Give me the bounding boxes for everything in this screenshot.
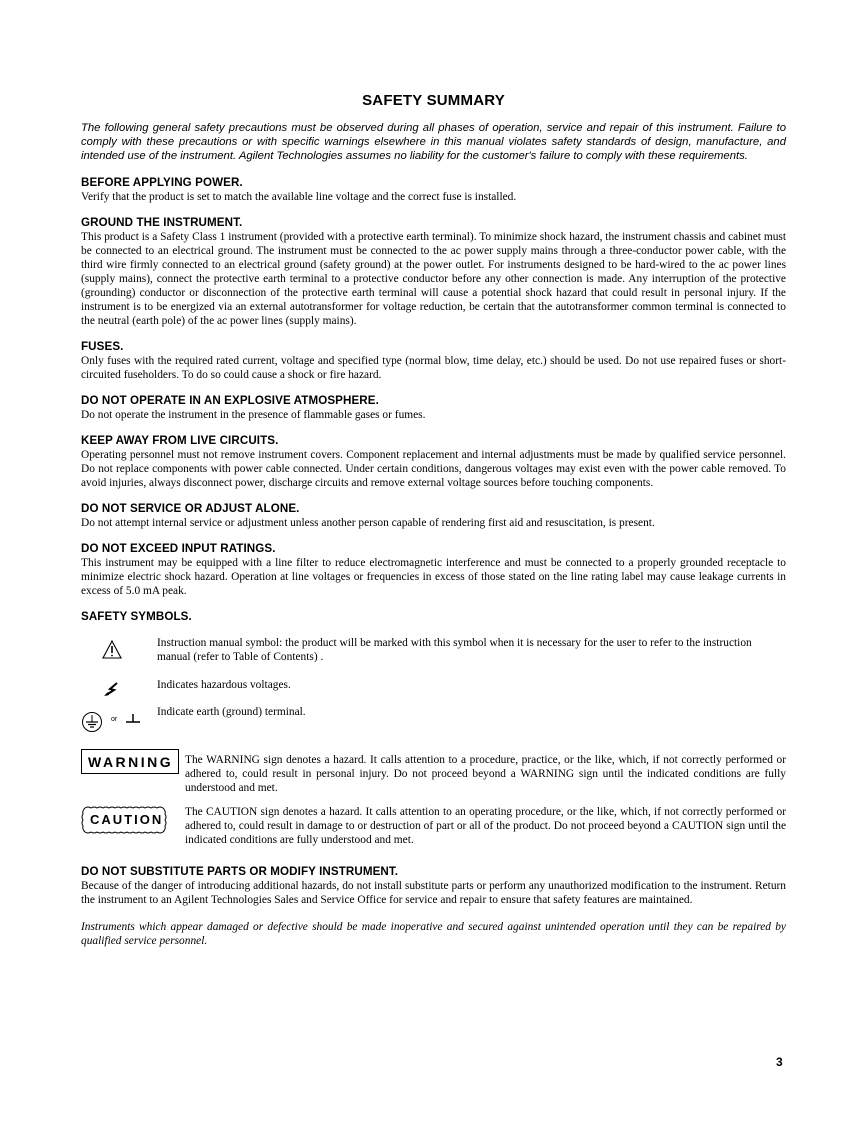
warning-badge: WARNING [81, 749, 179, 774]
section-explosive-atmosphere [81, 394, 786, 422]
section-text: Verify that the product is set to match the available line voltage and the correct fuse is installed. [81, 191, 517, 203]
chassis-ground-icon [125, 712, 141, 731]
document-page [81, 92, 786, 948]
section-heading: DO NOT SUBSTITUTE PARTS OR MODIFY INSTRUMENT. [81, 865, 399, 878]
symbol-description: Instruction manual symbol: the product will be marked with this symbol when it is necessary for the user to refer to the instruction manual (refer to Table of Contents) . [157, 637, 752, 663]
closing-note: Instruments which appear damaged or defective should be made inoperative and secured against unintended operation until they can be repaired by qualified service personnel. [81, 921, 786, 947]
section-text: Only fuses with the required rated current, voltage and specified type (normal blow, time delay, etc.) should be used. Do not use repaired fuses or short-circuited fuseholders. To do so could cause a shock or fire hazard. [81, 355, 786, 381]
section-text: Do not attempt internal service or adjustment unless another person capable of rendering first aid and resuscitation, is present. [81, 517, 655, 529]
section-heading: BEFORE APPLYING POWER. [81, 176, 243, 189]
section-text: Operating personnel must not remove instrument covers. Component replacement and internal adjustments must be made by qualified service personnel. Do not replace components with power cable connected. Under certain conditions, dangerous voltages may exist even with the power cable removed. To avoid injuries, always disconnect power, discharge circuits and remove external voltage sources before touching components. [81, 449, 786, 489]
symbol-description: Indicate earth (ground) terminal. [157, 706, 306, 718]
symbol-list [81, 636, 786, 741]
symbol-row [81, 705, 786, 741]
symbol-row [81, 636, 786, 678]
section-text: Because of the danger of introducing additional hazards, do not install substitute parts or perform any unauthorized modification to the instrument. Return the instrument to an Agilent Technologies Sales and Service Office for service and repair to ensure that safety features are maintained. [81, 880, 786, 906]
section-text: This instrument may be equipped with a line filter to reduce electromagnetic interference and must be connected to a properly grounded receptacle to minimize electric shock hazard. Operation at line voltages or frequencies in excess of those stated on the line rating label may cause leakage currents in excess of 5.0 mA peak. [81, 557, 786, 597]
caution-triangle-icon [102, 640, 122, 664]
warning-text: The WARNING sign denotes a hazard. It calls attention to a procedure, practice, or the like, which, if not correctly performed or adhered to, could result in personal injury. Do not proceed beyond a WARNING sign until the indicated conditions are fully understood and met. [185, 754, 786, 794]
section-heading: DO NOT EXCEED INPUT RATINGS. [81, 542, 276, 555]
section-fuses [81, 340, 786, 382]
or-label: or [111, 716, 118, 723]
caution-badge: CAUTION [90, 812, 164, 827]
symbol-description: Indicates hazardous voltages. [157, 679, 291, 691]
caution-explanation [81, 805, 786, 855]
caution-badge-wrapper [81, 805, 166, 829]
section-ground-instrument [81, 216, 786, 328]
earth-ground-icon [81, 711, 103, 738]
section-heading: KEEP AWAY FROM LIVE CIRCUITS. [81, 434, 279, 447]
section-text: This product is a Safety Class 1 instrument (provided with a protective earth terminal). To minimize shock hazard, the instrument chassis and cabinet must be connected to an electrical ground. The instrument must be connected to the ac power supply mains through a three-conductor power cable, with the third wire firmly connected to an electrical ground (safety ground) at the power outlet. For instruments designed to be hard-wired to the ac power lines (supply mains), connect the protective earth terminal to a protective conductor before any other connection is made. Any interruption of the protective (grounding) conductor or disconnection of the protective earth terminal will cause a potential shock hazard that could result in personal injury. If the instrument is to be energized via an external autotransformer for voltage reduction, be certain that the autotransformer common terminal is connected to the neutral (earth pole) of the ac power lines (supply mains). [81, 231, 786, 327]
section-text: Do not operate the instrument in the presence of flammable gases or fumes. [81, 409, 426, 421]
section-heading: GROUND THE INSTRUMENT. [81, 216, 243, 229]
section-heading: FUSES. [81, 340, 124, 353]
section-live-circuits [81, 434, 786, 490]
page-number: 3 [776, 1055, 783, 1069]
symbol-row [81, 678, 786, 705]
section-heading: DO NOT SERVICE OR ADJUST ALONE. [81, 502, 300, 515]
section-heading: SAFETY SYMBOLS. [81, 610, 192, 623]
section-service-alone [81, 502, 786, 530]
warning-explanation [81, 749, 786, 805]
page-title: SAFETY SUMMARY [362, 92, 505, 109]
intro-paragraph: The following general safety precautions must be observed during all phases of operation, service and repair of this instrument. Failure to comply with these precautions or with specific warnings elsewhere in this manual violates safety standards of design, manufacture, and intended use of the instrument. Agilent Technologies assumes no liability for the customer's failure to comply with these requirements. [81, 122, 786, 162]
caution-text: The CAUTION sign denotes a hazard. It calls attention to an operating procedure, or the like, which, if not correctly performed or adhered to, could result in damage to or destruction of part or all of the product. Do not proceed beyond a CAUTION sign until the indicated conditions are fully understood and met. [185, 806, 786, 846]
section-substitute-parts [81, 865, 786, 907]
section-input-ratings [81, 542, 786, 598]
hazardous-voltage-icon [103, 681, 121, 702]
section-heading: DO NOT OPERATE IN AN EXPLOSIVE ATMOSPHERE. [81, 394, 379, 407]
section-safety-symbols [81, 610, 786, 855]
section-before-applying-power [81, 176, 786, 204]
